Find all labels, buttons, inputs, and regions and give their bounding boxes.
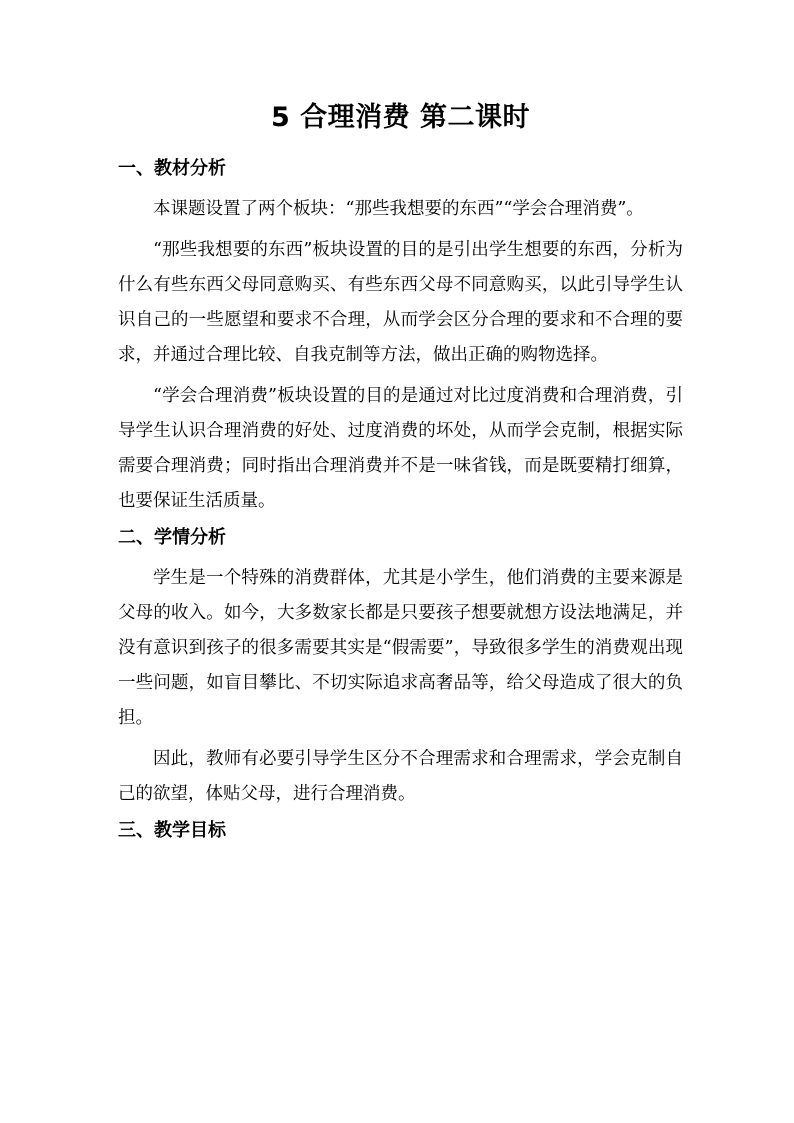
document-content bbox=[118, 98, 683, 854]
section-textbook-analysis bbox=[118, 156, 683, 519]
paragraph: “那些我想要的东西”板块设置的目的是引出学生想要的东西，分析为什么有些东西父母同意购买、有些东西父母不同意购买，以此引导学生认识自己的一些愿望和要求不合理，从而学会区分合理的要求和不合理的要求，并通过合理比较、自我克制等方法，做出正确的购物选择。 bbox=[118, 240, 683, 365]
section-heading: 三、教学目标 bbox=[118, 820, 226, 841]
section-student-analysis bbox=[118, 525, 683, 812]
section-teaching-goals bbox=[118, 818, 683, 844]
document-title: 5 合理消费 第二课时 bbox=[270, 102, 531, 133]
paragraph: “学会合理消费”板块设置的目的是通过对比过度消费和合理消费，引导学生认识合理消费的好处、过度消费的坏处，从而学会克制，根据实际需要合理消费；同时指出合理消费并不是一味省钱，而是既要精打细算，也要保证生活质量。 bbox=[118, 386, 683, 511]
paragraph: 本课题设置了两个板块：“那些我想要的东西”“学会合理消费”。 bbox=[153, 199, 644, 219]
section-heading: 一、教材分析 bbox=[118, 158, 226, 179]
paragraph: 因此，教师有必要引导学生区分不合理需求和合理需求，学会克制自己的欲望，体贴父母，进行合理消费。 bbox=[118, 749, 683, 804]
paragraph: 学生是一个特殊的消费群体，尤其是小学生，他们消费的主要来源是父母的收入。如今，大多数家长都是只要孩子想要就想方设法地满足，并没有意识到孩子的很多需要其实是“假需要”，导致很多学生的消费观出现一些问题，如盲目攀比、不切实际追求高奢品等，给父母造成了很大的负担。 bbox=[118, 568, 683, 728]
section-heading: 二、学情分析 bbox=[118, 527, 226, 548]
